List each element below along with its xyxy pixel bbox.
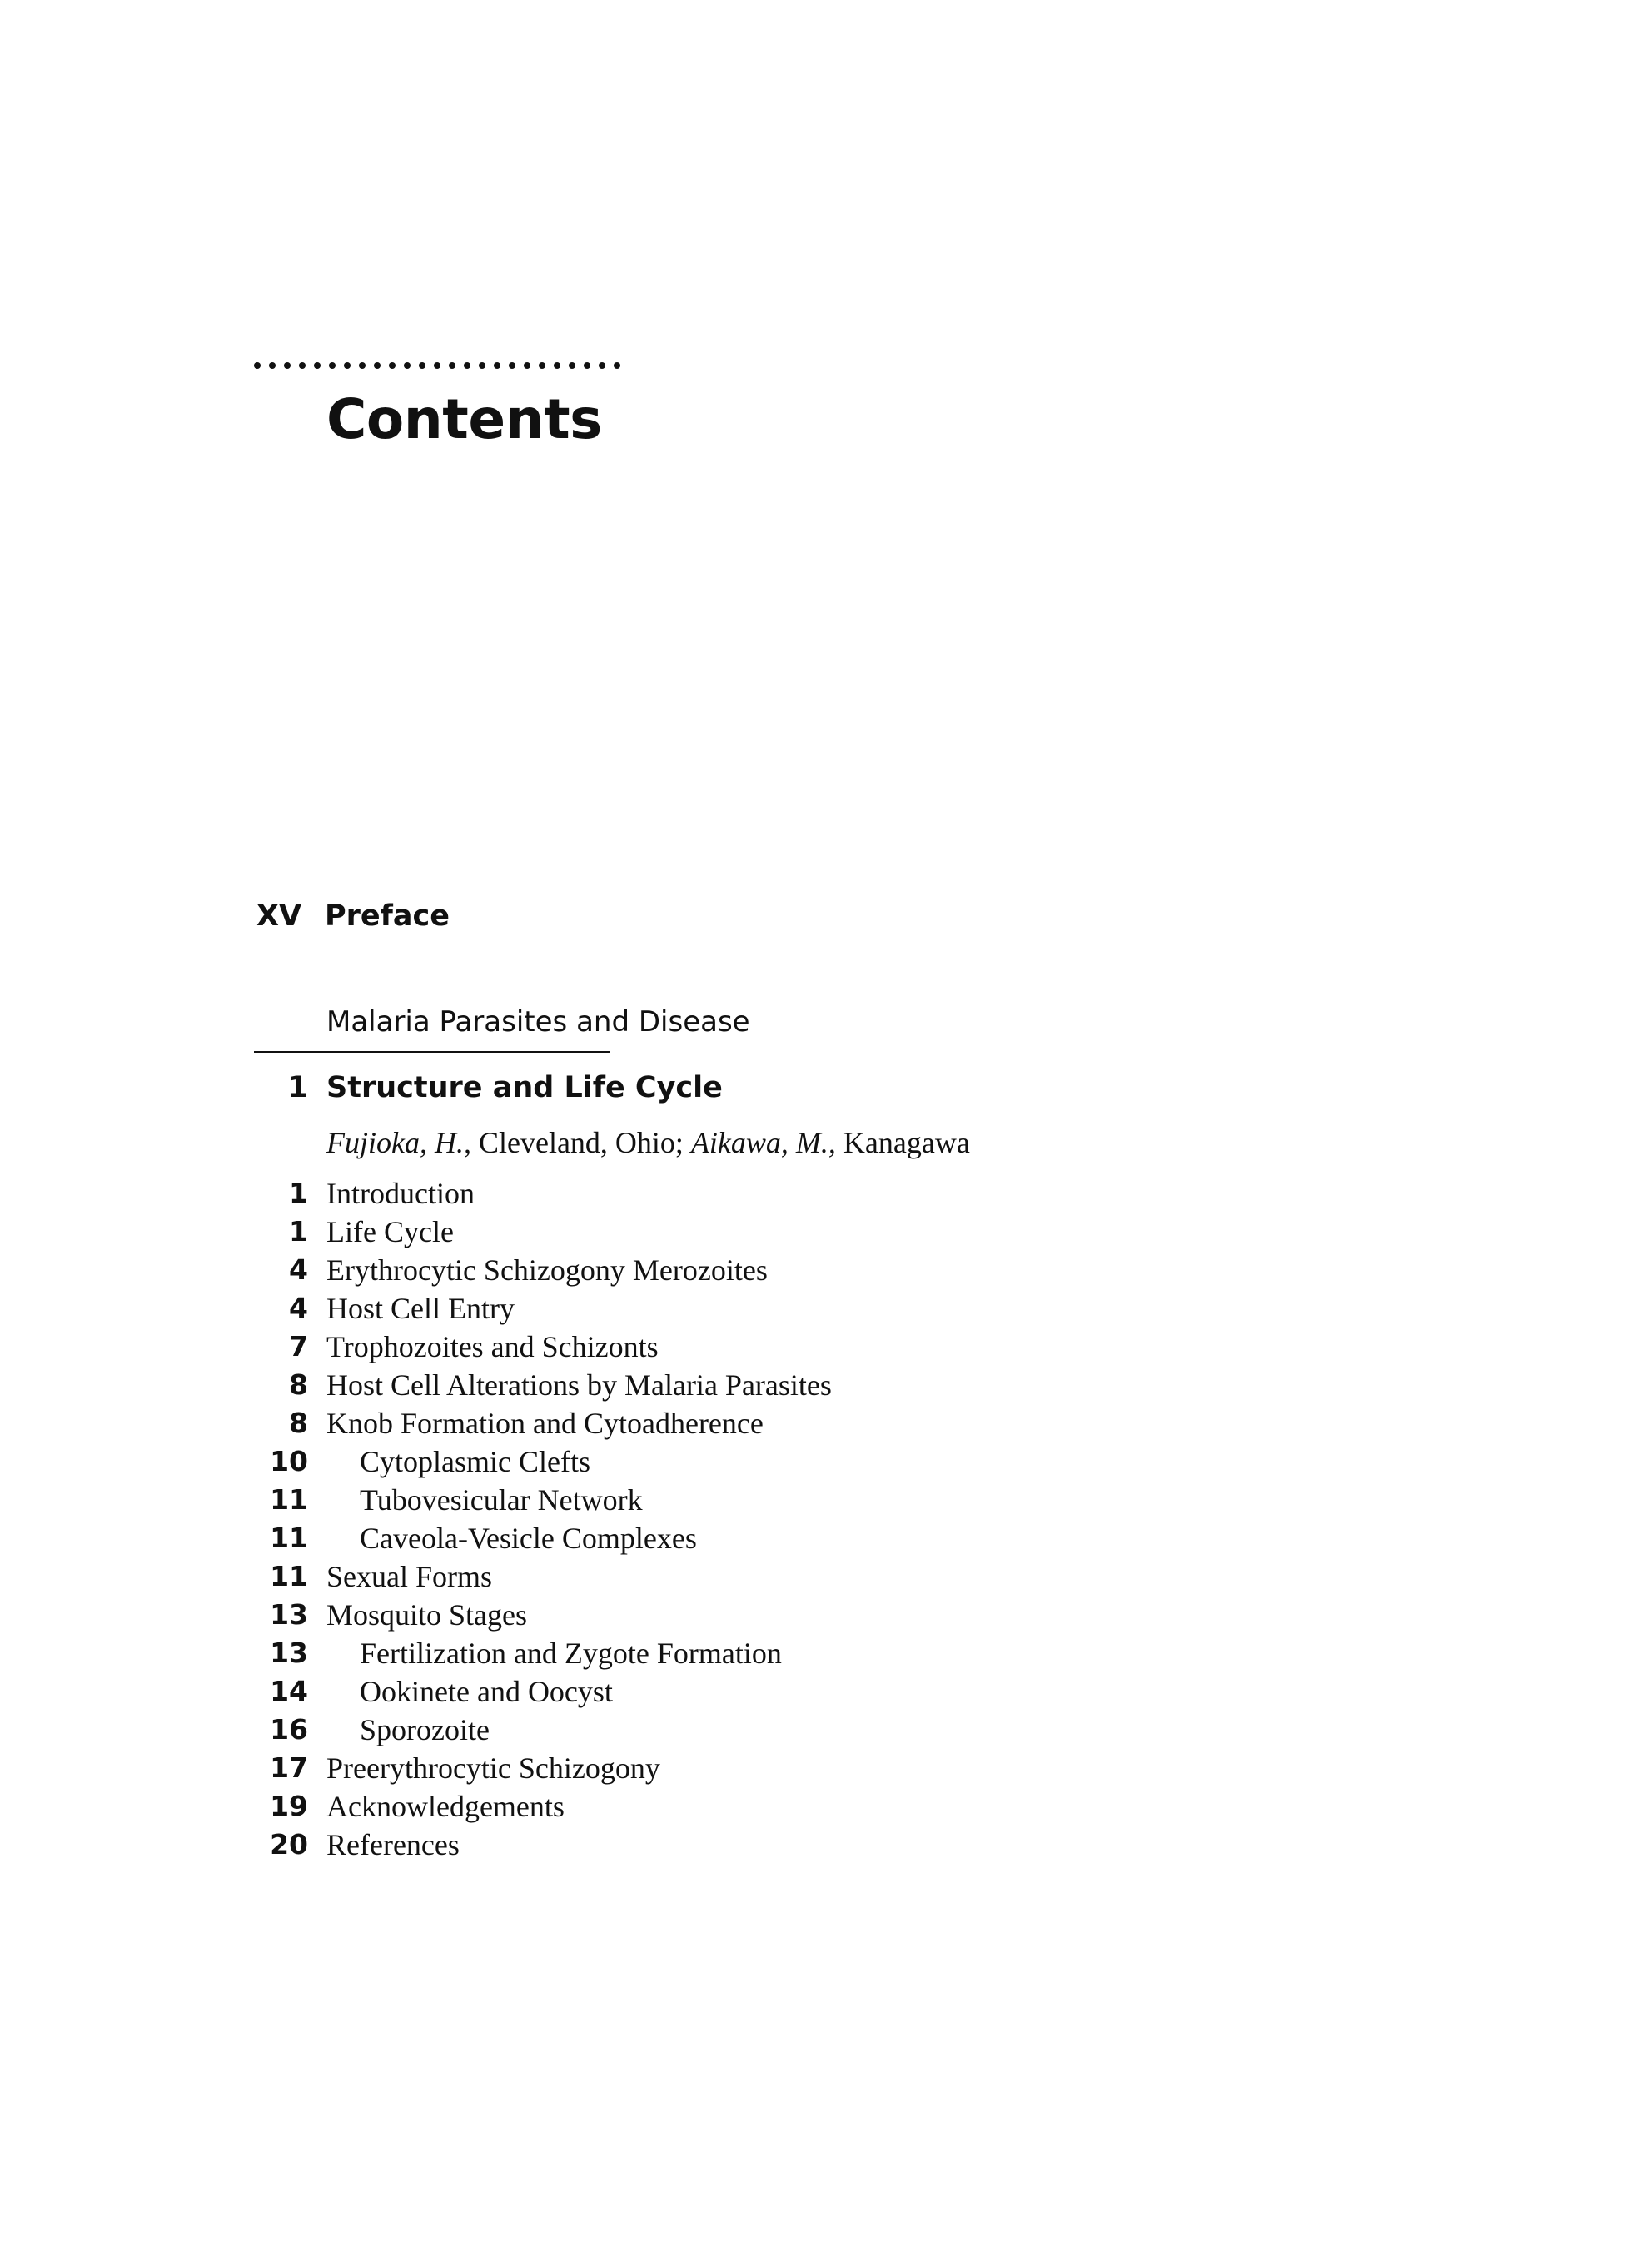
toc-entry-title: Acknowledgements [326, 1790, 565, 1823]
toc-entry[interactable] [250, 1251, 832, 1289]
toc-entry[interactable] [250, 1749, 832, 1787]
toc-entry[interactable] [250, 1366, 832, 1404]
toc-entry-title: References [326, 1828, 460, 1861]
preface-page-number: XV [256, 899, 302, 933]
toc-page-number: 7 [289, 1330, 308, 1363]
toc-entry[interactable] [250, 1634, 832, 1672]
toc-page-number: 1 [289, 1177, 308, 1209]
toc-page-number: 11 [270, 1560, 308, 1592]
preface-entry[interactable] [256, 896, 450, 936]
toc-entry[interactable] [250, 1787, 832, 1826]
chapter-heading[interactable] [250, 1068, 723, 1108]
toc-entry[interactable] [250, 1404, 832, 1442]
toc-entry-title: Cytoplasmic Clefts [360, 1445, 590, 1478]
toc-entry[interactable] [250, 1596, 832, 1634]
page-title: Contents [326, 387, 602, 451]
toc-page-number: 13 [270, 1637, 308, 1669]
toc-page-number: 1 [289, 1215, 308, 1248]
part-title: Malaria Parasites and Disease [326, 1005, 750, 1039]
toc-page-number: 8 [289, 1407, 308, 1439]
toc-entry[interactable] [250, 1289, 832, 1328]
toc-entry-title: Host Cell Entry [326, 1292, 515, 1325]
toc-page-number: 4 [289, 1292, 308, 1324]
toc-page-number: 14 [270, 1675, 308, 1707]
toc-entry[interactable] [250, 1672, 832, 1711]
toc-entry[interactable] [250, 1213, 832, 1251]
toc-page-number: 11 [270, 1483, 308, 1516]
toc-entry-title: Fertilization and Zygote Formation [360, 1637, 782, 1670]
chapter-title: Structure and Life Cycle [326, 1071, 723, 1104]
toc-entry[interactable] [250, 1442, 832, 1481]
toc-entry-title: Host Cell Alterations by Malaria Parasites [326, 1368, 832, 1402]
toc-entry[interactable] [250, 1328, 832, 1366]
toc-entry-title: Life Cycle [326, 1215, 454, 1248]
section-divider [254, 1051, 610, 1053]
toc-entry-title: Introduction [326, 1177, 475, 1210]
table-of-contents-list [250, 1174, 832, 1864]
toc-page-number: 20 [270, 1828, 308, 1861]
toc-entry-title: Trophozoites and Schizonts [326, 1330, 659, 1363]
toc-page-number: 16 [270, 1713, 308, 1746]
toc-entry-title: Mosquito Stages [326, 1598, 528, 1632]
toc-entry-title: Tubovesicular Network [360, 1483, 643, 1517]
toc-entry-title: Preerythrocytic Schizogony [326, 1751, 660, 1785]
toc-page-number: 17 [270, 1751, 308, 1784]
chapter-authors [326, 1123, 970, 1163]
author-name: Fujioka, H., [326, 1126, 471, 1159]
author-affiliation: Cleveland, Ohio; [470, 1126, 691, 1159]
toc-entry[interactable] [250, 1711, 832, 1749]
toc-page-number: 4 [289, 1253, 308, 1286]
toc-page-number: 10 [270, 1445, 308, 1477]
toc-page-number: 11 [270, 1522, 308, 1554]
toc-page-number: 8 [289, 1368, 308, 1401]
toc-entry[interactable] [250, 1174, 832, 1213]
toc-page-number: 13 [270, 1598, 308, 1631]
author-affiliation: Kanagawa [835, 1126, 970, 1159]
toc-entry-title: Erythrocytic Schizogony Merozoites [326, 1253, 768, 1287]
toc-entry-title: Knob Formation and Cytoadherence [326, 1407, 764, 1440]
toc-entry-title: Ookinete and Oocyst [360, 1675, 613, 1708]
toc-entry[interactable] [250, 1519, 832, 1557]
author-name: Aikawa, M., [690, 1126, 836, 1159]
toc-entry[interactable] [250, 1481, 832, 1519]
chapter-number: 1 [287, 1071, 308, 1104]
toc-entry-title: Sporozoite [360, 1713, 490, 1746]
preface-label: Preface [325, 899, 450, 933]
toc-entry[interactable] [250, 1557, 832, 1596]
toc-entry-title: Caveola-Vesicle Complexes [360, 1522, 697, 1555]
toc-entry[interactable] [250, 1826, 832, 1864]
toc-entry-title: Sexual Forms [326, 1560, 493, 1593]
decorative-dotted-rule [254, 360, 620, 371]
toc-page-number: 19 [270, 1790, 308, 1822]
